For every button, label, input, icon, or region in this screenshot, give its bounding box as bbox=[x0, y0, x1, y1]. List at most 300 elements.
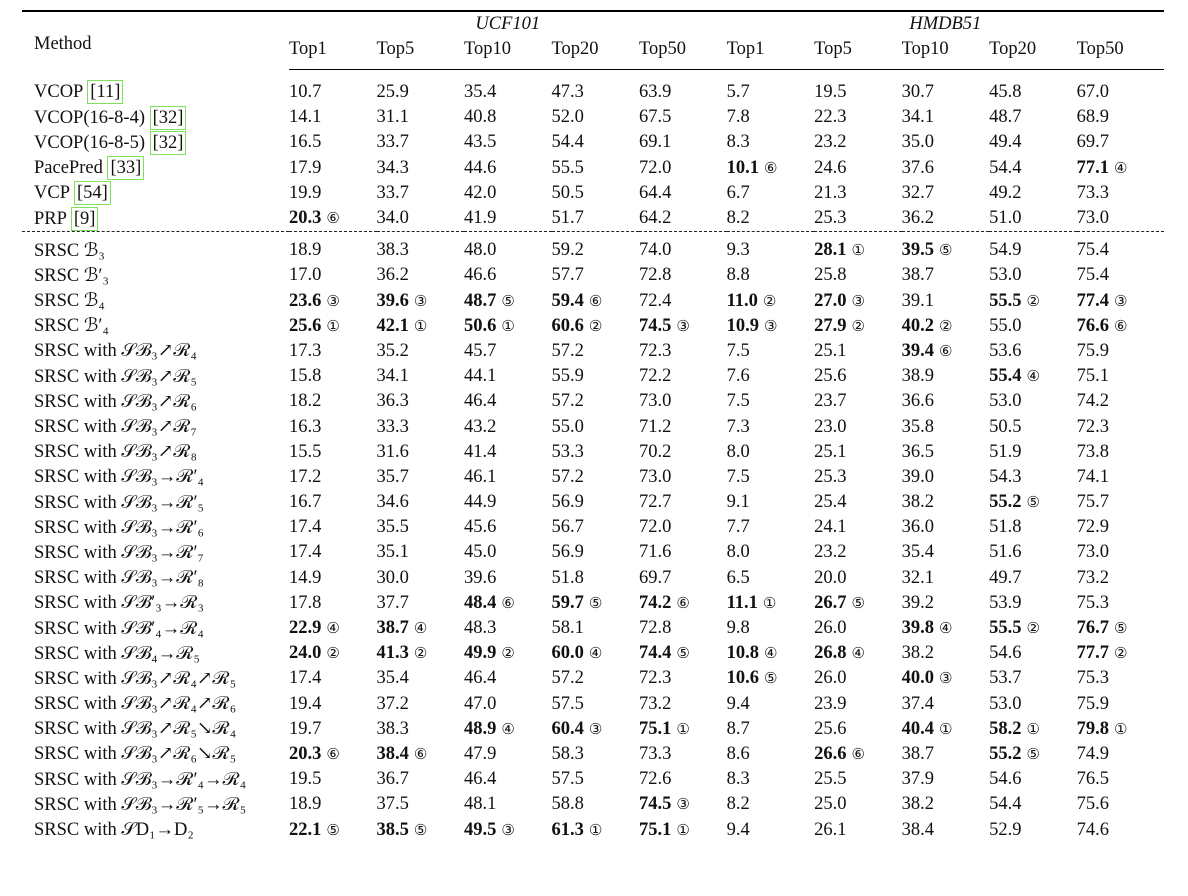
value-cell bbox=[727, 263, 815, 288]
score-value: 68.9 bbox=[1076, 107, 1109, 128]
score-value: 53.6 bbox=[989, 340, 1022, 361]
score-value: 25.9 bbox=[376, 82, 409, 103]
score-value: 7.8 bbox=[726, 107, 750, 128]
method-name: SRSC with 𝒮ℬ′₃→ℛ₃ bbox=[34, 593, 204, 614]
method-cell bbox=[22, 130, 289, 155]
method-cell bbox=[22, 414, 289, 439]
score-value: 34.3 bbox=[376, 157, 409, 178]
score-value: 25.6 bbox=[289, 315, 322, 336]
score-value: 16.3 bbox=[289, 416, 322, 437]
table-row bbox=[22, 414, 1164, 439]
value-cell bbox=[289, 314, 377, 339]
value-cell bbox=[377, 465, 465, 490]
score-value: 17.3 bbox=[289, 340, 322, 361]
score-value: 56.9 bbox=[551, 492, 584, 513]
rank-badge: ② bbox=[938, 316, 953, 335]
value-cell bbox=[727, 767, 815, 792]
value-cell bbox=[814, 666, 902, 691]
score-value: 35.4 bbox=[901, 542, 934, 563]
score-value: 37.5 bbox=[376, 794, 409, 815]
score-value: 54.4 bbox=[989, 157, 1022, 178]
value-cell bbox=[902, 515, 990, 540]
score-value: 6.5 bbox=[726, 567, 750, 588]
score-value: 17.4 bbox=[289, 542, 322, 563]
value-cell bbox=[552, 339, 640, 364]
value-cell bbox=[989, 314, 1077, 339]
score-value: 53.0 bbox=[989, 391, 1022, 412]
value-cell bbox=[989, 339, 1077, 364]
table-row bbox=[22, 666, 1164, 691]
score-value: 45.0 bbox=[464, 542, 497, 563]
value-cell bbox=[814, 742, 902, 767]
table-row bbox=[22, 540, 1164, 565]
score-value: 25.6 bbox=[814, 366, 847, 387]
score-value: 75.7 bbox=[1076, 492, 1109, 513]
value-cell bbox=[639, 314, 727, 339]
value-cell bbox=[814, 414, 902, 439]
value-cell bbox=[464, 289, 552, 314]
score-value: 57.5 bbox=[551, 693, 584, 714]
method-cell bbox=[22, 591, 289, 616]
value-cell bbox=[377, 692, 465, 717]
table-row bbox=[22, 616, 1164, 641]
score-value: 36.5 bbox=[901, 441, 934, 462]
value-cell bbox=[814, 515, 902, 540]
score-value: 37.4 bbox=[901, 693, 934, 714]
value-cell bbox=[289, 414, 377, 439]
value-cell bbox=[1077, 232, 1165, 264]
value-cell bbox=[989, 263, 1077, 288]
value-cell bbox=[902, 465, 990, 490]
score-value: 72.3 bbox=[639, 340, 672, 361]
score-value: 73.0 bbox=[639, 391, 672, 412]
value-cell bbox=[727, 364, 815, 389]
score-value: 30.7 bbox=[901, 82, 934, 103]
value-cell bbox=[902, 130, 990, 155]
score-value: 22.3 bbox=[814, 107, 847, 128]
value-cell bbox=[1077, 767, 1165, 792]
rank-badge: ③ bbox=[1113, 291, 1128, 310]
score-value: 5.7 bbox=[726, 82, 750, 103]
value-cell bbox=[552, 389, 640, 414]
value-cell bbox=[727, 339, 815, 364]
score-value: 48.9 bbox=[464, 718, 497, 739]
score-value: 34.6 bbox=[376, 492, 409, 513]
value-cell bbox=[552, 742, 640, 767]
score-value: 25.8 bbox=[814, 265, 847, 286]
score-value: 55.4 bbox=[989, 366, 1022, 387]
value-cell bbox=[639, 105, 727, 130]
method-name: SRSC with 𝒮ℬ₃→ℛ′₄→ℛ₄ bbox=[34, 769, 247, 790]
rank-badge: ⑥ bbox=[413, 744, 428, 763]
score-value: 34.1 bbox=[376, 366, 409, 387]
rank-badge: ⑥ bbox=[326, 209, 340, 228]
value-cell bbox=[814, 817, 902, 842]
value-cell bbox=[727, 591, 815, 616]
score-value: 71.2 bbox=[639, 416, 672, 437]
value-cell bbox=[1077, 70, 1165, 106]
score-value: 20.0 bbox=[814, 567, 847, 588]
value-cell bbox=[552, 232, 640, 264]
citation-link[interactable]: [33] bbox=[107, 156, 144, 180]
value-cell bbox=[727, 130, 815, 155]
value-cell bbox=[989, 289, 1077, 314]
score-value: 53.7 bbox=[989, 668, 1022, 689]
method-cell bbox=[22, 566, 289, 591]
table-row bbox=[22, 105, 1164, 130]
score-value: 16.7 bbox=[289, 492, 322, 513]
method-name: SRSC with 𝒮ℬ₄→ℛ₅ bbox=[34, 643, 200, 664]
score-value: 73.2 bbox=[1076, 567, 1109, 588]
value-cell bbox=[639, 232, 727, 264]
score-value: 33.3 bbox=[376, 416, 409, 437]
score-value: 19.5 bbox=[289, 769, 322, 790]
value-cell bbox=[639, 389, 727, 414]
score-value: 54.9 bbox=[989, 240, 1022, 261]
score-value: 23.2 bbox=[814, 542, 847, 563]
value-cell bbox=[464, 616, 552, 641]
value-cell bbox=[289, 742, 377, 767]
score-value: 72.0 bbox=[639, 517, 672, 538]
rank-badge: ⑥ bbox=[1113, 316, 1128, 335]
score-value: 74.9 bbox=[1076, 743, 1109, 764]
value-cell bbox=[289, 389, 377, 414]
score-value: 8.3 bbox=[726, 132, 750, 153]
value-cell bbox=[1077, 440, 1165, 465]
value-cell bbox=[902, 792, 990, 817]
table-row bbox=[22, 566, 1164, 591]
score-value: 10.8 bbox=[726, 643, 759, 664]
citation-link[interactable]: [54] bbox=[74, 181, 111, 205]
value-cell bbox=[814, 440, 902, 465]
table-row bbox=[22, 515, 1164, 540]
citation-number: 32 bbox=[158, 107, 178, 128]
value-cell bbox=[639, 70, 727, 106]
score-value: 53.0 bbox=[989, 693, 1022, 714]
score-value: 58.1 bbox=[551, 618, 584, 639]
value-cell bbox=[989, 717, 1077, 742]
score-value: 33.7 bbox=[376, 132, 409, 153]
score-value: 36.2 bbox=[901, 208, 934, 229]
value-cell bbox=[814, 767, 902, 792]
score-value: 49.4 bbox=[989, 132, 1022, 153]
value-cell bbox=[552, 641, 640, 666]
score-value: 24.0 bbox=[289, 643, 322, 664]
value-cell bbox=[289, 616, 377, 641]
value-cell bbox=[902, 490, 990, 515]
value-cell bbox=[639, 591, 727, 616]
value-cell bbox=[989, 742, 1077, 767]
score-value: 17.8 bbox=[289, 592, 322, 613]
score-value: 76.7 bbox=[1076, 618, 1109, 639]
rank-badge: ⑥ bbox=[501, 593, 515, 612]
score-value: 26.6 bbox=[814, 743, 847, 764]
method-cell bbox=[22, 792, 289, 817]
value-cell bbox=[552, 289, 640, 314]
score-value: 75.3 bbox=[1076, 592, 1109, 613]
value-cell bbox=[639, 692, 727, 717]
score-value: 10.6 bbox=[726, 668, 759, 689]
method-cell bbox=[22, 692, 289, 717]
value-cell bbox=[814, 206, 902, 231]
table-row bbox=[22, 692, 1164, 717]
score-value: 47.3 bbox=[551, 82, 584, 103]
value-cell bbox=[902, 591, 990, 616]
value-cell bbox=[814, 616, 902, 641]
score-value: 7.5 bbox=[726, 340, 750, 361]
score-value: 74.0 bbox=[639, 240, 672, 261]
value-cell bbox=[1077, 105, 1165, 130]
score-value: 23.6 bbox=[289, 290, 322, 311]
table-row bbox=[22, 232, 1164, 264]
score-value: 75.1 bbox=[1076, 366, 1109, 387]
table-row bbox=[22, 206, 1164, 231]
value-cell bbox=[902, 156, 990, 181]
score-value: 41.9 bbox=[464, 208, 497, 229]
score-value: 48.4 bbox=[464, 592, 497, 613]
value-cell bbox=[814, 566, 902, 591]
value-cell bbox=[727, 692, 815, 717]
score-value: 39.1 bbox=[901, 290, 934, 311]
method-name: SRSC with 𝒮ℬ₃↗ℛ₄ bbox=[34, 341, 197, 362]
value-cell bbox=[639, 289, 727, 314]
citation-link[interactable]: [32] bbox=[150, 106, 187, 130]
score-value: 25.1 bbox=[814, 441, 847, 462]
score-value: 57.2 bbox=[551, 466, 584, 487]
rank-badge: ① bbox=[762, 593, 777, 612]
value-cell bbox=[639, 566, 727, 591]
method-name: SRSC with 𝒮ℬ₃→ℛ′₅→ℛ₅ bbox=[34, 794, 247, 815]
value-cell bbox=[902, 666, 990, 691]
value-cell bbox=[377, 591, 465, 616]
value-cell bbox=[989, 70, 1077, 106]
citation-link[interactable]: [32] bbox=[150, 131, 187, 155]
score-value: 35.2 bbox=[376, 340, 409, 361]
table-row bbox=[22, 130, 1164, 155]
score-value: 25.3 bbox=[814, 466, 847, 487]
score-value: 73.3 bbox=[639, 743, 672, 764]
value-cell bbox=[989, 817, 1077, 842]
value-cell bbox=[289, 566, 377, 591]
score-value: 35.0 bbox=[901, 132, 934, 153]
value-cell bbox=[727, 666, 815, 691]
score-value: 56.7 bbox=[551, 517, 584, 538]
score-value: 14.9 bbox=[289, 567, 322, 588]
value-cell bbox=[989, 792, 1077, 817]
value-cell bbox=[289, 490, 377, 515]
value-cell bbox=[902, 339, 990, 364]
method-name: SRSC with 𝒮ℬ₃↗ℛ₆↘ℛ₅ bbox=[34, 744, 237, 765]
score-value: 60.6 bbox=[551, 315, 584, 336]
value-cell bbox=[639, 817, 727, 842]
value-cell bbox=[989, 591, 1077, 616]
value-cell bbox=[902, 206, 990, 231]
score-value: 41.3 bbox=[376, 643, 409, 664]
value-cell bbox=[814, 540, 902, 565]
citation-number: 11 bbox=[96, 82, 115, 103]
value-cell bbox=[1077, 130, 1165, 155]
value-cell bbox=[989, 692, 1077, 717]
value-cell bbox=[552, 817, 640, 842]
score-value: 9.1 bbox=[726, 492, 750, 513]
score-value: 53.3 bbox=[551, 441, 584, 462]
score-value: 44.6 bbox=[464, 157, 497, 178]
value-cell bbox=[727, 389, 815, 414]
method-name: SRSC ℬ′₄ bbox=[34, 316, 109, 337]
score-value: 38.2 bbox=[901, 643, 934, 664]
score-value: 73.8 bbox=[1076, 441, 1109, 462]
value-cell bbox=[902, 232, 990, 264]
rank-badge: ② bbox=[1026, 291, 1040, 310]
score-value: 72.2 bbox=[639, 366, 672, 387]
value-cell bbox=[902, 70, 990, 106]
value-cell bbox=[1077, 314, 1165, 339]
value-cell bbox=[289, 156, 377, 181]
table-row bbox=[22, 717, 1164, 742]
value-cell bbox=[814, 490, 902, 515]
value-cell bbox=[639, 156, 727, 181]
score-value: 69.7 bbox=[1076, 132, 1109, 153]
value-cell bbox=[377, 717, 465, 742]
rank-badge: ④ bbox=[851, 644, 865, 663]
score-value: 50.5 bbox=[989, 416, 1022, 437]
score-value: 51.6 bbox=[989, 542, 1022, 563]
table-row bbox=[22, 364, 1164, 389]
rank-badge: ⑥ bbox=[676, 593, 690, 612]
value-cell bbox=[552, 465, 640, 490]
method-name: SRSC with 𝒮ℬ₃→ℛ′₆ bbox=[34, 517, 204, 538]
method-name: SRSC with 𝒮ℬ₃→ℛ′₇ bbox=[34, 542, 204, 563]
value-cell bbox=[464, 717, 552, 742]
rank-badge: ④ bbox=[763, 644, 778, 663]
score-value: 10.9 bbox=[726, 315, 759, 336]
value-cell bbox=[464, 414, 552, 439]
col-header: Top1 bbox=[727, 36, 815, 70]
score-value: 59.4 bbox=[551, 290, 584, 311]
score-value: 58.3 bbox=[551, 743, 584, 764]
score-value: 72.4 bbox=[639, 290, 672, 311]
value-cell bbox=[727, 70, 815, 106]
score-value: 72.8 bbox=[639, 265, 672, 286]
score-value: 61.3 bbox=[551, 819, 584, 840]
score-value: 63.9 bbox=[639, 82, 672, 103]
value-cell bbox=[289, 181, 377, 206]
rank-badge: ⑤ bbox=[676, 644, 690, 663]
value-cell bbox=[377, 70, 465, 106]
value-cell bbox=[464, 105, 552, 130]
rank-badge: ③ bbox=[763, 316, 778, 335]
table-row bbox=[22, 742, 1164, 767]
value-cell bbox=[989, 130, 1077, 155]
value-cell bbox=[902, 692, 990, 717]
value-cell bbox=[814, 692, 902, 717]
score-value: 73.0 bbox=[639, 466, 672, 487]
value-cell bbox=[639, 515, 727, 540]
score-value: 72.0 bbox=[639, 157, 672, 178]
value-cell bbox=[377, 767, 465, 792]
score-value: 19.4 bbox=[289, 693, 322, 714]
score-value: 38.5 bbox=[376, 819, 409, 840]
value-cell bbox=[902, 566, 990, 591]
value-cell bbox=[552, 540, 640, 565]
score-value: 24.1 bbox=[814, 517, 847, 538]
score-value: 26.7 bbox=[814, 592, 847, 613]
value-cell bbox=[727, 792, 815, 817]
score-value: 38.2 bbox=[901, 492, 934, 513]
value-cell bbox=[639, 666, 727, 691]
value-cell bbox=[814, 105, 902, 130]
method-cell bbox=[22, 339, 289, 364]
score-value: 18.9 bbox=[289, 794, 322, 815]
rank-badge: ⑤ bbox=[851, 593, 865, 612]
score-value: 75.6 bbox=[1076, 794, 1109, 815]
score-value: 11.0 bbox=[726, 290, 758, 311]
table-row bbox=[22, 817, 1164, 842]
value-cell bbox=[727, 641, 815, 666]
score-value: 44.1 bbox=[464, 366, 497, 387]
rank-badge: ① bbox=[938, 719, 953, 738]
value-cell bbox=[989, 206, 1077, 231]
value-cell bbox=[989, 232, 1077, 264]
rank-badge: ③ bbox=[676, 795, 690, 814]
value-cell bbox=[639, 130, 727, 155]
method-cell bbox=[22, 206, 289, 231]
score-value: 40.0 bbox=[901, 668, 934, 689]
score-value: 57.2 bbox=[551, 391, 584, 412]
table-row bbox=[22, 490, 1164, 515]
score-value: 51.0 bbox=[989, 208, 1022, 229]
value-cell bbox=[464, 515, 552, 540]
value-cell bbox=[289, 289, 377, 314]
score-value: 39.8 bbox=[901, 618, 934, 639]
score-value: 9.4 bbox=[726, 693, 750, 714]
score-value: 18.9 bbox=[289, 240, 322, 261]
value-cell bbox=[1077, 490, 1165, 515]
value-cell bbox=[289, 717, 377, 742]
value-cell bbox=[464, 792, 552, 817]
rank-badge: ④ bbox=[588, 644, 603, 663]
score-value: 74.4 bbox=[639, 643, 672, 664]
score-value: 60.0 bbox=[551, 643, 584, 664]
method-name: SRSC with 𝒮ℬ₃→ℛ′₄ bbox=[34, 467, 204, 488]
score-value: 37.2 bbox=[376, 693, 409, 714]
table-row bbox=[22, 339, 1164, 364]
table-row bbox=[22, 389, 1164, 414]
score-value: 39.2 bbox=[901, 592, 934, 613]
score-value: 33.7 bbox=[376, 182, 409, 203]
score-value: 39.4 bbox=[901, 340, 934, 361]
score-value: 8.3 bbox=[726, 769, 750, 790]
score-value: 75.4 bbox=[1076, 240, 1109, 261]
method-name: PacePred bbox=[34, 158, 103, 179]
score-value: 49.7 bbox=[989, 567, 1022, 588]
value-cell bbox=[464, 389, 552, 414]
value-cell bbox=[814, 70, 902, 106]
score-value: 48.7 bbox=[989, 107, 1022, 128]
value-cell bbox=[1077, 389, 1165, 414]
method-cell bbox=[22, 540, 289, 565]
score-value: 52.9 bbox=[989, 819, 1022, 840]
value-cell bbox=[902, 742, 990, 767]
citation-link[interactable]: [9] bbox=[71, 207, 99, 231]
score-value: 17.4 bbox=[289, 517, 322, 538]
value-cell bbox=[289, 591, 377, 616]
value-cell bbox=[377, 540, 465, 565]
value-cell bbox=[1077, 666, 1165, 691]
value-cell bbox=[552, 566, 640, 591]
score-value: 58.2 bbox=[989, 718, 1022, 739]
citation-link[interactable]: [11] bbox=[87, 80, 123, 104]
